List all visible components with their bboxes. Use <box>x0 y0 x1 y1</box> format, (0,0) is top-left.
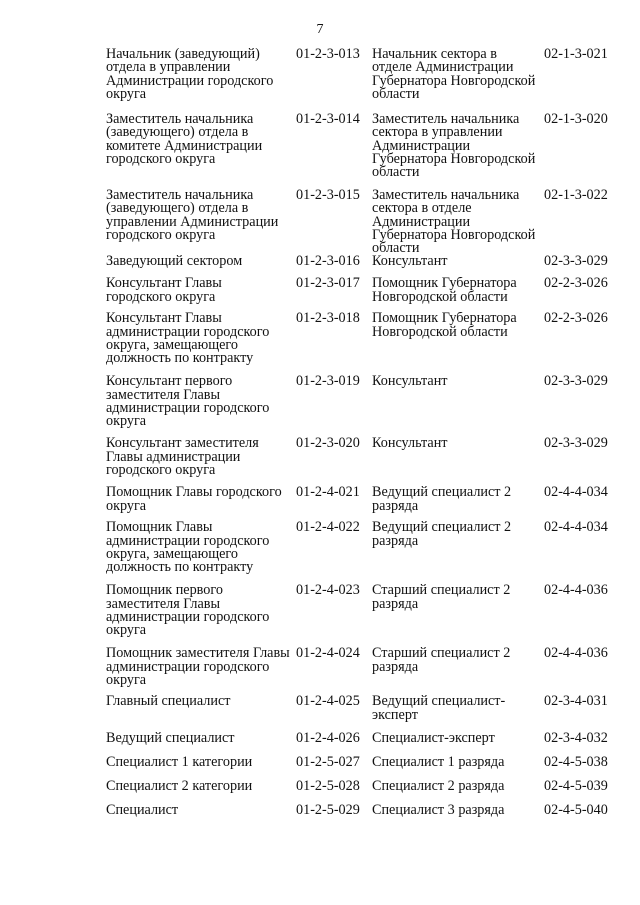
municipal-position-code: 01-2-4-022 <box>296 521 360 536</box>
regional-position-title: Специалист 2 разряда <box>372 780 505 795</box>
municipal-position-title: Специалист <box>106 804 179 819</box>
regional-position-code: 02-4-4-034 <box>544 486 608 501</box>
regional-position-title: Ведущий специалист 2 разряда <box>372 521 512 549</box>
regional-position-code: 02-1-3-022 <box>544 189 608 203</box>
municipal-position-title: Специалист 1 категории <box>106 756 253 771</box>
municipal-position-code: 01-2-3-020 <box>296 437 360 452</box>
regional-position-code: 02-3-3-029 <box>544 255 608 270</box>
municipal-position-title: Помощник Главы администрации городского округа, замещающего должность по контракту <box>106 521 270 576</box>
regional-position-code: 02-4-4-036 <box>544 647 608 662</box>
municipal-position-title: Ведущий специалист <box>106 732 235 747</box>
regional-position-code: 02-4-4-034 <box>544 521 608 536</box>
table-row <box>106 804 616 824</box>
regional-position-code: 02-3-4-032 <box>544 732 608 747</box>
regional-position-title: Начальник сектора в отделе Администрации Губернатора Новгородской области <box>372 48 536 102</box>
municipal-position-title: Консультант Главы городского округа <box>106 277 222 305</box>
table-row <box>106 756 616 780</box>
regional-position-code: 02-1-3-020 <box>544 113 608 127</box>
municipal-position-title: Заведующий сектором <box>106 255 243 270</box>
municipal-position-code: 01-2-4-023 <box>296 584 360 599</box>
municipal-position-title: Консультант заместителя Главы администрации городского округа <box>106 437 259 479</box>
municipal-position-code: 01-2-3-014 <box>296 113 360 127</box>
table-row <box>106 780 616 804</box>
regional-position-title: Старший специалист 2 разряда <box>372 584 511 612</box>
municipal-position-code: 01-2-4-026 <box>296 732 360 747</box>
table-row <box>106 189 616 255</box>
regional-position-title: Консультант <box>372 255 448 270</box>
municipal-position-code: 01-2-3-019 <box>296 375 360 390</box>
regional-position-code: 02-3-3-029 <box>544 437 608 452</box>
municipal-position-code: 01-2-3-016 <box>296 255 360 270</box>
positions-table <box>106 48 616 824</box>
regional-position-code: 02-4-5-038 <box>544 756 608 771</box>
municipal-position-code: 01-2-3-013 <box>296 48 360 62</box>
table-row <box>106 113 616 189</box>
regional-position-title: Помощник Губернатора Новгородской области <box>372 277 517 305</box>
municipal-position-title: Заместитель начальника (заведующего) отдела в управлении Администрации городского округа <box>106 189 279 243</box>
municipal-position-code: 01-2-4-025 <box>296 695 360 710</box>
municipal-position-title: Специалист 2 категории <box>106 780 253 795</box>
regional-position-title: Заместитель начальника сектора в отделе Администрации Губернатора Новгородской области <box>372 189 536 256</box>
regional-position-code: 02-4-5-039 <box>544 780 608 795</box>
page-number: 7 <box>316 22 324 37</box>
table-row <box>106 48 616 113</box>
table-row <box>106 312 616 375</box>
regional-position-title: Ведущий специалист-эксперт <box>372 695 506 723</box>
regional-position-title: Специалист-эксперт <box>372 732 495 747</box>
municipal-position-title: Начальник (заведующий) отдела в управлении Администрации городского округа <box>106 48 274 102</box>
municipal-position-title: Помощник Главы городского округа <box>106 486 282 514</box>
municipal-position-title: Консультант первого заместителя Главы администрации городского округа <box>106 375 270 430</box>
regional-position-code: 02-4-5-040 <box>544 804 608 819</box>
regional-position-code: 02-2-3-026 <box>544 277 608 292</box>
regional-position-title: Заместитель начальника сектора в управлении Администрации Губернатора Новгородской области <box>372 113 536 181</box>
municipal-position-code: 01-2-3-018 <box>296 312 360 327</box>
table-row <box>106 375 616 437</box>
table-row <box>106 584 616 647</box>
municipal-position-title: Помощник первого заместителя Главы администрации городского округа <box>106 584 270 639</box>
regional-position-code: 02-2-3-026 <box>544 312 608 327</box>
regional-position-code: 02-1-3-021 <box>544 48 608 62</box>
regional-position-title: Специалист 1 разряда <box>372 756 505 771</box>
municipal-position-title: Консультант Главы администрации городского округа, замещающего должность по контракту <box>106 312 270 367</box>
regional-position-title: Консультант <box>372 437 448 452</box>
municipal-position-code: 01-2-5-029 <box>296 804 360 819</box>
table-row <box>106 486 616 521</box>
regional-position-code: 02-4-4-036 <box>544 584 608 599</box>
table-row <box>106 277 616 312</box>
municipal-position-title: Главный специалист <box>106 695 231 710</box>
regional-position-title: Старший специалист 2 разряда <box>372 647 511 675</box>
regional-position-title: Ведущий специалист 2 разряда <box>372 486 512 514</box>
municipal-position-code: 01-2-5-027 <box>296 756 360 771</box>
regional-position-title: Специалист 3 разряда <box>372 804 505 819</box>
municipal-position-code: 01-2-3-017 <box>296 277 360 292</box>
table-row <box>106 695 616 732</box>
table-row <box>106 255 616 277</box>
table-row <box>106 647 616 695</box>
table-row <box>106 732 616 756</box>
municipal-position-code: 01-2-5-028 <box>296 780 360 795</box>
regional-position-title: Помощник Губернатора Новгородской области <box>372 312 517 340</box>
municipal-position-code: 01-2-4-021 <box>296 486 360 501</box>
municipal-position-title: Помощник заместителя Главы администрации городского округа <box>106 647 290 689</box>
table-row <box>106 437 616 486</box>
regional-position-title: Консультант <box>372 375 448 390</box>
municipal-position-code: 01-2-3-015 <box>296 189 360 203</box>
regional-position-code: 02-3-3-029 <box>544 375 608 390</box>
regional-position-code: 02-3-4-031 <box>544 695 608 710</box>
table-row <box>106 521 616 584</box>
municipal-position-code: 01-2-4-024 <box>296 647 360 662</box>
municipal-position-title: Заместитель начальника (заведующего) отдела в комитете Администрации городского округа <box>106 113 263 167</box>
